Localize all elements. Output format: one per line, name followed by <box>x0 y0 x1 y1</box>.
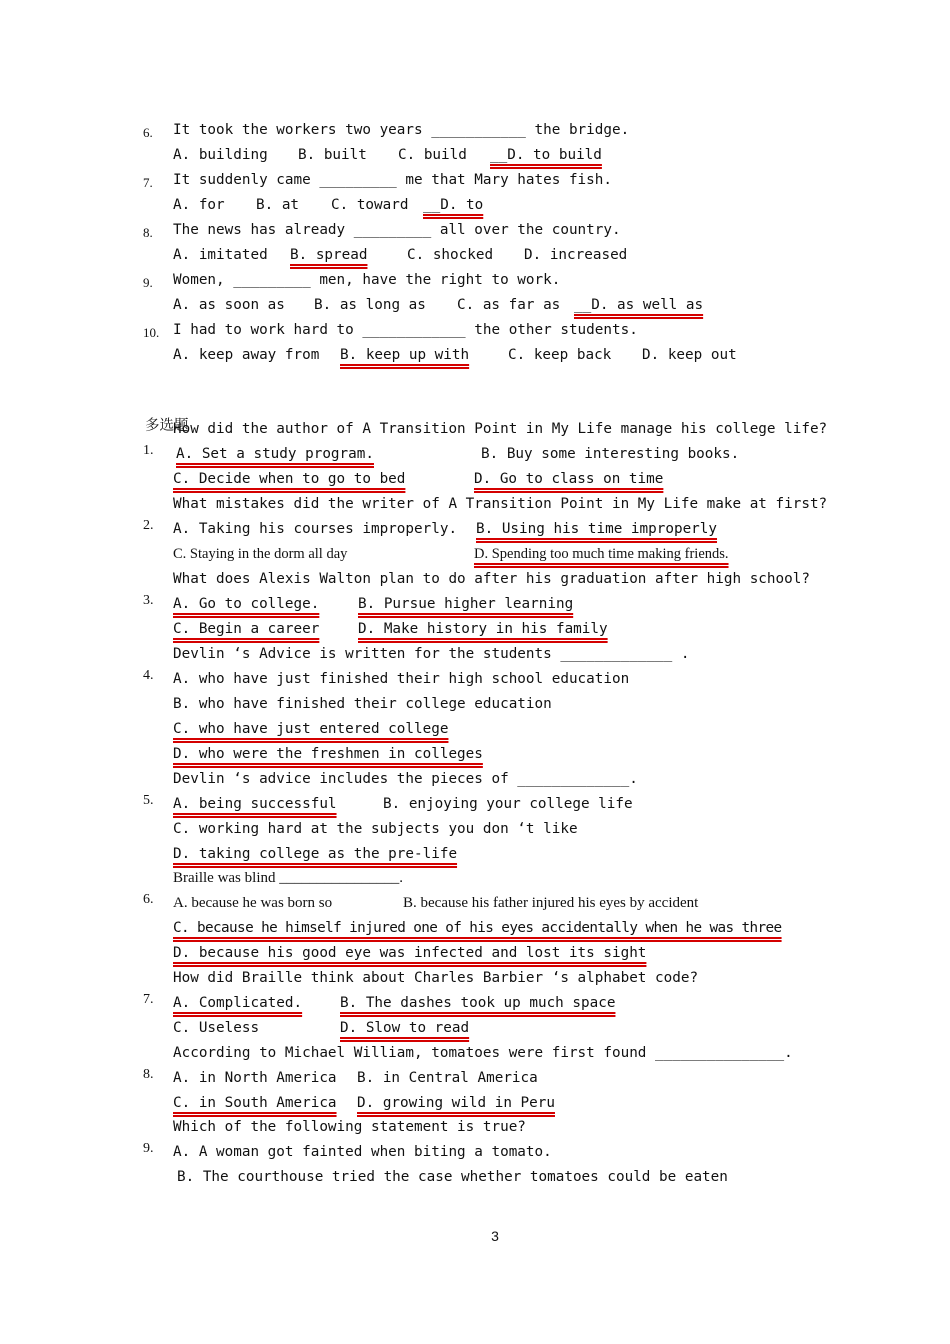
page-number: 3 <box>491 1228 499 1244</box>
option-a: A. building <box>173 147 268 163</box>
question-number: 1. <box>143 443 154 458</box>
question-stem: Women, _________ men, have the right to work. <box>173 272 561 288</box>
options-row <box>0 543 729 568</box>
question-stem: It took the workers two years ___________ the bridge. <box>173 122 630 138</box>
option-d: D. increased <box>524 247 628 263</box>
options-row <box>0 1166 728 1191</box>
option-b: B. in Central America <box>357 1070 538 1086</box>
options-row <box>0 194 484 219</box>
options-row <box>0 718 449 743</box>
option-b-answer: B. The dashes took up much space <box>340 995 616 1011</box>
options-row <box>0 1092 555 1117</box>
options-row <box>0 144 602 169</box>
question-stem: How did the author of A Transition Point in My Life manage his college life? <box>173 421 828 437</box>
options-row <box>0 917 782 942</box>
question-number: 3. <box>143 593 154 608</box>
option-c-answer: C. in South America <box>173 1095 337 1111</box>
option-d-answer: D. because his good eye was infected and lost its sight <box>173 945 647 961</box>
options-row <box>0 468 664 493</box>
option-d-answer: D. who were the freshmen in colleges <box>173 746 483 762</box>
option-d-answer: D. Go to class on time <box>474 471 664 487</box>
section-heading: 多选题 <box>145 418 189 434</box>
option-b-answer: B. spread <box>290 247 368 263</box>
option-c: C. Staying in the dorm all day <box>173 546 348 562</box>
option-b: B. at <box>256 197 300 213</box>
question-stem: Which of the following statement is true? <box>173 1119 526 1135</box>
option-d-answer: D. Spending too much time making friends. <box>474 546 729 562</box>
question-stem: Devlin ‘s Advice is written for the students _____________ . <box>173 646 690 662</box>
option-b: B. because his father injured his eyes by accident <box>403 895 699 911</box>
options-row <box>0 793 633 818</box>
options-row <box>0 344 737 369</box>
question-stem: I had to work hard to ____________ the other students. <box>173 322 638 338</box>
option-a: A. for <box>173 197 225 213</box>
question-row <box>0 219 621 244</box>
option-c: C. shocked <box>407 247 494 263</box>
options-row <box>0 593 574 618</box>
option-c: C. keep back <box>508 347 612 363</box>
option-c: C. working hard at the subjects you don ‘t like <box>173 821 578 837</box>
question-number: 10. <box>143 325 160 340</box>
question-row <box>0 269 561 294</box>
options-row <box>0 892 699 917</box>
options-row <box>0 443 740 468</box>
question-number: 7. <box>143 992 154 1007</box>
option-a: A. who have just finished their high school education <box>173 671 630 687</box>
option-d-answer: D. Make history in his family <box>358 621 608 637</box>
option-a: A. in North America <box>173 1070 337 1086</box>
options-row <box>0 942 647 967</box>
option-d: D. keep out <box>642 347 737 363</box>
option-c-answer: C. Decide when to go to bed <box>173 471 406 487</box>
option-b-answer: B. keep up with <box>340 347 470 363</box>
question-number: 5. <box>143 793 154 808</box>
option-a: A. imitated <box>173 247 268 263</box>
option-a-answer: A. being successful <box>173 796 337 812</box>
option-a-answer: A. Go to college. <box>173 596 320 612</box>
question-number: 2. <box>143 518 154 533</box>
options-row <box>0 843 458 868</box>
option-d-answer: D. growing wild in Peru <box>357 1095 555 1111</box>
options-row <box>0 294 704 319</box>
options-row <box>0 668 630 693</box>
options-row <box>0 244 628 269</box>
options-row <box>0 518 718 543</box>
option-a: A. Taking his courses improperly. <box>173 521 458 537</box>
option-a-answer: A. Complicated. <box>173 995 303 1011</box>
section-heading-row <box>0 393 189 434</box>
option-b: B. enjoying your college life <box>383 796 633 812</box>
options-row <box>0 618 608 643</box>
option-d-answer: __D. as well as <box>574 297 704 313</box>
options-row <box>0 1141 552 1166</box>
question-stem: According to Michael William, tomatoes were first found _______________. <box>173 1045 793 1061</box>
option-c: C. build <box>398 147 467 163</box>
options-row <box>0 1017 470 1042</box>
options-row <box>0 992 616 1017</box>
question-stem: Braille was blind ________________. <box>173 870 403 886</box>
question-number: 8. <box>143 225 153 240</box>
question-number: 7. <box>143 175 153 190</box>
question-stem: It suddenly came _________ me that Mary hates fish. <box>173 172 612 188</box>
options-row <box>0 743 483 768</box>
option-b: B. The courthouse tried the case whether tomatoes could be eaten <box>177 1169 728 1185</box>
question-stem: What mistakes did the writer of A Transition Point in My Life make at first? <box>173 496 828 512</box>
question-number: 4. <box>143 668 154 683</box>
question-number: 9. <box>143 275 153 290</box>
options-row <box>0 1067 538 1092</box>
option-a: A. as soon as <box>173 297 285 313</box>
options-row <box>0 818 578 843</box>
option-a: A. because he was born so <box>173 895 333 911</box>
option-d-answer: __D. to build <box>490 147 602 163</box>
option-b: B. built <box>298 147 367 163</box>
option-c: C. as far as <box>457 297 561 313</box>
option-d-answer: D. Slow to read <box>340 1020 470 1036</box>
options-row <box>0 693 552 718</box>
option-d-answer: __D. to <box>423 197 484 213</box>
option-b-answer: B. Using his time improperly <box>476 521 718 537</box>
question-row <box>0 119 630 144</box>
question-number: 8. <box>143 1067 154 1082</box>
option-d-answer: D. taking college as the pre-life <box>173 846 458 862</box>
option-c-answer: C. Begin a career <box>173 621 320 637</box>
option-c-answer: C. because he himself injured one of his eyes accidentally when he was three <box>173 920 782 936</box>
question-stem: What does Alexis Walton plan to do after his graduation after high school? <box>173 571 810 587</box>
question-stem: How did Braille think about Charles Barbier ‘s alphabet code? <box>173 970 699 986</box>
question-stem: Devlin ‘s advice includes the pieces of _____________. <box>173 771 638 787</box>
option-a: A. keep away from <box>173 347 320 363</box>
option-b: B. Buy some interesting books. <box>481 446 740 462</box>
question-number: 6. <box>143 892 154 907</box>
option-a: A. A woman got fainted when biting a tomato. <box>173 1144 552 1160</box>
question-row <box>0 169 612 194</box>
question-number: 9. <box>143 1141 154 1156</box>
option-c: C. toward <box>331 197 409 213</box>
option-b: B. who have finished their college education <box>173 696 552 712</box>
option-b-answer: B. Pursue higher learning <box>358 596 574 612</box>
option-c-answer: C. who have just entered college <box>173 721 449 737</box>
option-b: B. as long as <box>314 297 426 313</box>
question-row <box>0 319 638 344</box>
question-number: 6. <box>143 125 153 140</box>
question-stem: The news has already _________ all over the country. <box>173 222 621 238</box>
option-a-answer: A. Set a study program. <box>176 446 374 462</box>
option-c: C. Useless <box>173 1020 260 1036</box>
